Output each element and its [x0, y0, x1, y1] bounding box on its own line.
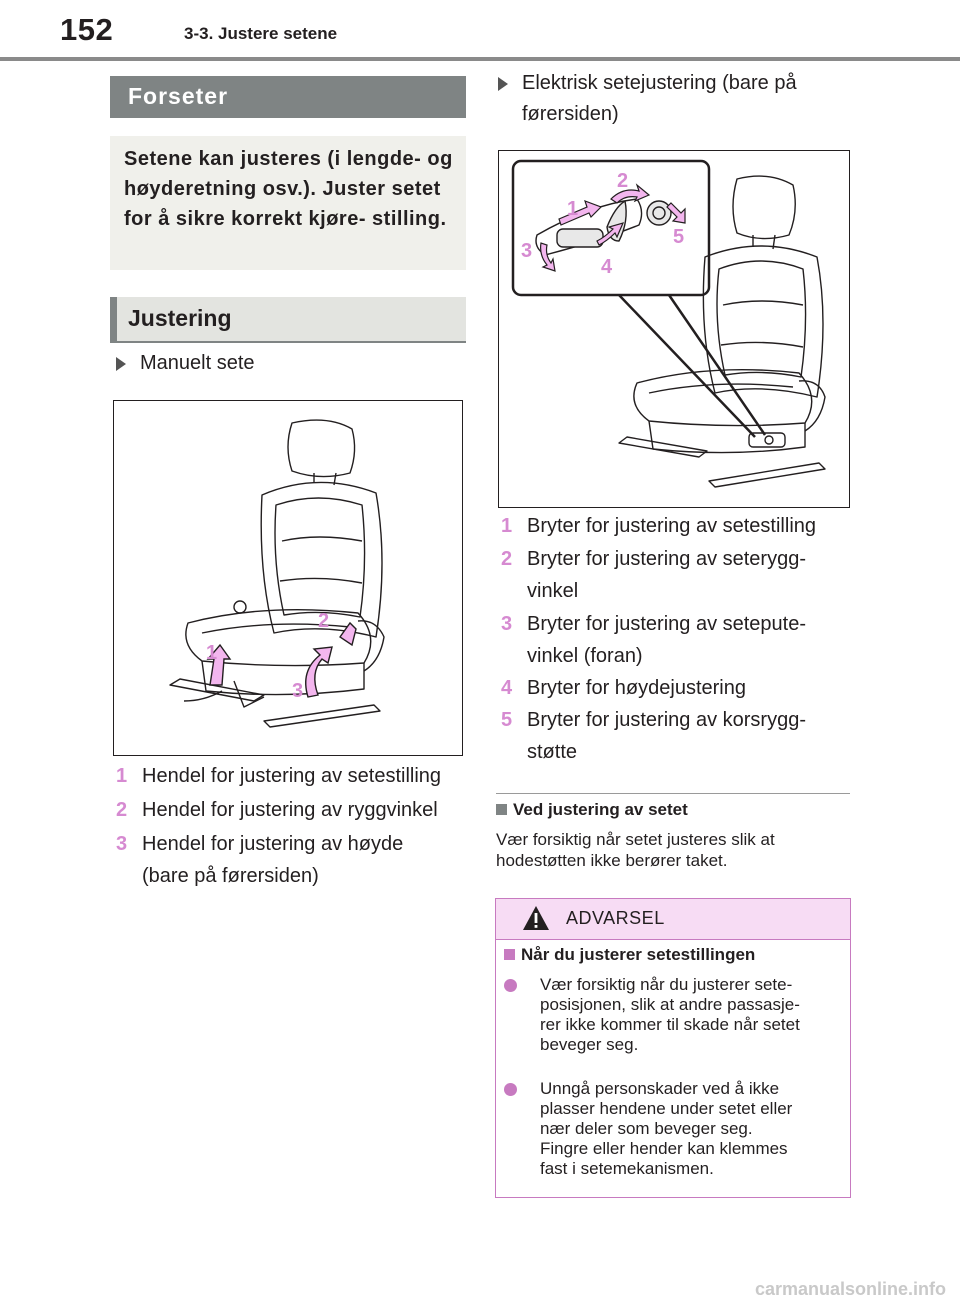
- item-number: 3: [501, 613, 513, 635]
- item-number: 3: [116, 833, 128, 855]
- list-item: [501, 704, 851, 768]
- item-text: Hendel for justering av høyde: [142, 833, 404, 855]
- item-text: Hendel for justering av ryggvinkel: [142, 799, 438, 821]
- manual-seat-label: [116, 352, 255, 375]
- section-divider: [496, 793, 850, 794]
- electric-seat-text: Elektrisk setejustering (bare på: [522, 72, 797, 94]
- triangle-bullet-icon: [498, 77, 508, 91]
- note-text-line: Vær forsiktig når setet justeres slik at: [496, 830, 775, 849]
- callout-3: 3: [521, 240, 533, 262]
- item-text: Bryter for justering av korsrygg-: [527, 709, 806, 731]
- heading-accent-bar: [110, 297, 117, 341]
- electric-seat-figure: [498, 150, 850, 508]
- round-bullet-icon: [504, 1083, 517, 1096]
- item-number: 2: [116, 799, 128, 821]
- item-text-cont: (bare på førersiden): [142, 865, 319, 887]
- item-text-cont: vinkel: [527, 580, 579, 602]
- list-item: [116, 760, 466, 792]
- warning-line: rer ikke kommer til skade når setet: [540, 1015, 800, 1034]
- callout-4: 4: [601, 256, 613, 278]
- item-text-cont: støtte: [527, 741, 578, 763]
- warning-line: Unngå personskader ved å ikke: [540, 1079, 780, 1098]
- forseter-heading: Forseter: [128, 83, 229, 109]
- item-number: 2: [501, 548, 513, 570]
- callout-2: 2: [318, 610, 330, 632]
- warning-line: beveger seg.: [540, 1035, 639, 1054]
- warning-line: posisjonen, slik at andre passasje-: [540, 995, 800, 1014]
- square-bullet-icon: [504, 949, 515, 960]
- warning-header: [496, 899, 850, 940]
- list-item: [116, 828, 466, 892]
- item-text: Bryter for justering av setepute-: [527, 613, 807, 635]
- note-heading: [496, 800, 688, 820]
- intro-text: Setene kan justeres (i lengde- og høyderetning osv.). Juster setet for å sikre korrekt kjøre- stilling.: [124, 148, 453, 230]
- round-bullet-icon: [504, 979, 517, 992]
- item-number: 1: [501, 515, 513, 537]
- list-item: [501, 672, 851, 704]
- callout-5: 5: [673, 226, 685, 248]
- warning-line: Fingre eller hender kan klemmes: [540, 1139, 788, 1158]
- justering-heading: Justering: [128, 305, 232, 331]
- warning-line: nær deler som beveger seg.: [540, 1119, 753, 1138]
- list-item: [501, 608, 851, 672]
- note-heading-text: Ved justering av setet: [513, 800, 688, 819]
- note-text: [496, 829, 850, 871]
- electric-seat-illustration: [499, 151, 849, 507]
- item-text: Bryter for justering av setestilling: [527, 515, 817, 537]
- list-item: [116, 794, 466, 826]
- manual-seat-text: Manuelt sete: [140, 352, 255, 374]
- warning-item: [504, 975, 842, 1055]
- warning-triangle-icon: [522, 905, 550, 931]
- header-divider: [0, 57, 960, 61]
- callout-2: 2: [617, 170, 629, 192]
- electric-seat-label: [498, 72, 797, 95]
- triangle-bullet-icon: [116, 357, 126, 371]
- item-text: Bryter for justering av seterygg-: [527, 548, 806, 570]
- warning-line: Vær forsiktig når du justerer sete-: [540, 975, 793, 994]
- item-number: 4: [501, 677, 513, 699]
- justering-heading-band: [110, 297, 466, 343]
- item-number: 5: [501, 709, 513, 731]
- warning-subheading: [504, 945, 755, 965]
- warning-box: [495, 898, 851, 1198]
- item-text: Bryter for høydejustering: [527, 677, 746, 699]
- manual-seat-illustration: [114, 401, 462, 755]
- manual-seat-figure: [113, 400, 463, 756]
- note-text-line: hodestøtten ikke berører taket.: [496, 851, 728, 870]
- square-bullet-icon: [496, 804, 507, 815]
- electric-seat-text-cont: førersiden): [522, 103, 619, 125]
- footer-watermark: carmanualsonline.info: [754, 1279, 946, 1299]
- warning-line: plasser hendene under setet eller: [540, 1099, 793, 1118]
- page-number: 152: [60, 12, 114, 47]
- item-text-cont: vinkel (foran): [527, 645, 643, 667]
- item-number: 1: [116, 765, 128, 787]
- list-item: [501, 543, 851, 607]
- callout-3: 3: [292, 680, 304, 702]
- callout-1: 1: [567, 198, 579, 220]
- warning-line: fast i setemekanismen.: [540, 1159, 714, 1178]
- warning-title: ADVARSEL: [566, 908, 665, 928]
- section-title: 3-3. Justere setene: [184, 24, 338, 43]
- callout-1: 1: [206, 642, 218, 664]
- warning-item: [504, 1079, 842, 1179]
- warning-subheading-text: Når du justerer setestillingen: [521, 945, 756, 964]
- item-text: Hendel for justering av setestilling: [142, 765, 442, 787]
- forseter-heading-band: [110, 76, 466, 118]
- intro-box: [110, 136, 466, 270]
- list-item: [501, 510, 851, 542]
